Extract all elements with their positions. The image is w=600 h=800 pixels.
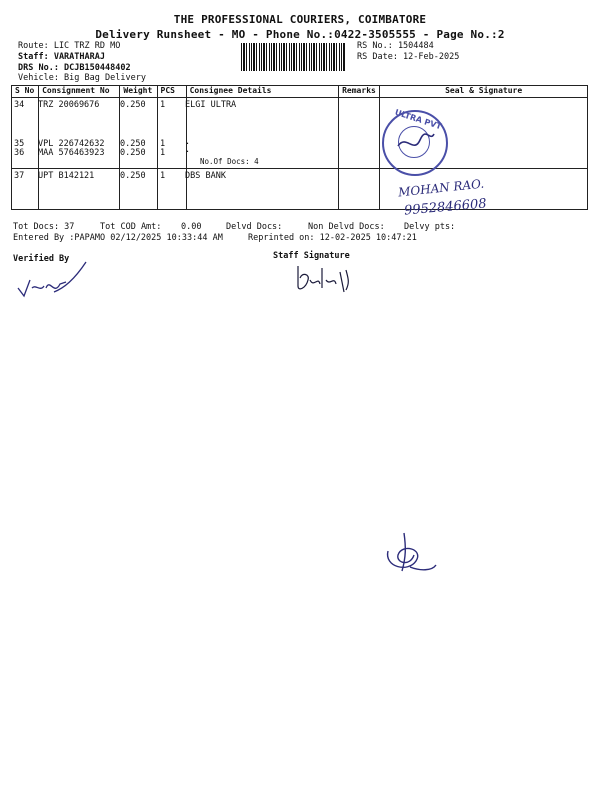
drs-number: DRS No.: DCJB150448402: [18, 63, 131, 73]
row-34-consignee: ELGI ULTRA: [185, 100, 237, 110]
total-cod-label: Tot COD Amt:: [100, 222, 162, 232]
table-row: [12, 169, 588, 210]
row-37-sno: 37: [14, 171, 25, 181]
staff-label: Staff: VARATHARAJ: [18, 52, 105, 62]
verified-signature-icon: [14, 258, 94, 303]
row-34-pcs: 1: [160, 100, 166, 110]
row-37-consignment: UPT B142121: [38, 171, 95, 181]
row-35-sno: 35: [14, 139, 25, 149]
row-36-pcs: 1: [160, 148, 166, 158]
reprinted-on: Reprinted on: 12-02-2025 10:47:21: [248, 233, 417, 243]
col-seal: Seal & Signature: [380, 86, 588, 98]
company-seal-stamp: [382, 107, 448, 176]
col-remarks: Remarks: [339, 86, 380, 98]
stamp-text: ULTRA PVT: [393, 107, 443, 132]
handwritten-phone: 9952846608: [403, 196, 488, 219]
row-35-pcs: 1: [160, 139, 166, 149]
row-36-consignment: MAA 576463923: [38, 148, 105, 158]
row-36-consignee: .: [185, 145, 191, 155]
barcode: [241, 43, 345, 71]
no-of-docs: No.Of Docs: 4: [200, 157, 259, 166]
row-37-consignee: DBS BANK: [185, 171, 226, 181]
entered-by: Entered By :PAPAMO 02/12/2025 10:33:44 AM: [13, 233, 223, 243]
total-docs: Tot Docs: 37: [13, 222, 75, 232]
company-title: THE PROFESSIONAL COURIERS, COIMBATORE: [173, 13, 427, 26]
verified-by-label: Verified By: [13, 254, 70, 264]
delivery-points: Delvy pts:: [404, 222, 456, 232]
col-consignee: Consignee Details: [186, 86, 339, 98]
delivered-docs: Delvd Docs:: [226, 222, 283, 232]
route-label: Route: LIC TRZ RD MO: [18, 41, 121, 51]
runsheet-title: Delivery Runsheet - MO - Phone No.:0422-3505555 - Page No.:2: [95, 28, 505, 41]
cell-remarks: [339, 98, 380, 169]
staff-signature-icon: [292, 258, 362, 303]
col-consignment: Consignment No: [39, 86, 120, 98]
bottom-signature-icon: [380, 527, 440, 577]
rs-number: RS No.: 1504484: [357, 41, 434, 51]
col-weight: Weight: [120, 86, 157, 98]
row-35-consignment: VPL 226742632: [38, 139, 105, 149]
row-35-weight: 0.250: [120, 139, 146, 149]
row-37-weight: 0.250: [120, 171, 146, 181]
total-cod-value: 0.00: [181, 222, 202, 232]
vehicle-label: Vehicle: Big Bag Delivery: [18, 73, 146, 83]
row-34-consignment: TRZ 20069676: [38, 100, 100, 110]
col-pcs: PCS: [157, 86, 186, 98]
table-header-row: [12, 86, 588, 98]
handwritten-name: MOHAN RAO.: [397, 176, 485, 200]
rs-date: RS Date: 12-Feb-2025: [357, 52, 460, 62]
row-36-sno: 36: [14, 148, 25, 158]
row-37-pcs: 1: [160, 171, 166, 181]
row-34-sno: 34: [14, 100, 25, 110]
non-delivered-docs: Non Delvd Docs:: [308, 222, 385, 232]
row-34-weight: 0.250: [120, 100, 146, 110]
col-sno: S No: [12, 86, 39, 98]
stamp-signature-icon: [384, 112, 446, 174]
row-36-weight: 0.250: [120, 148, 146, 158]
staff-signature-label: Staff Signature: [273, 251, 350, 261]
row-35-consignee: .: [185, 137, 191, 147]
